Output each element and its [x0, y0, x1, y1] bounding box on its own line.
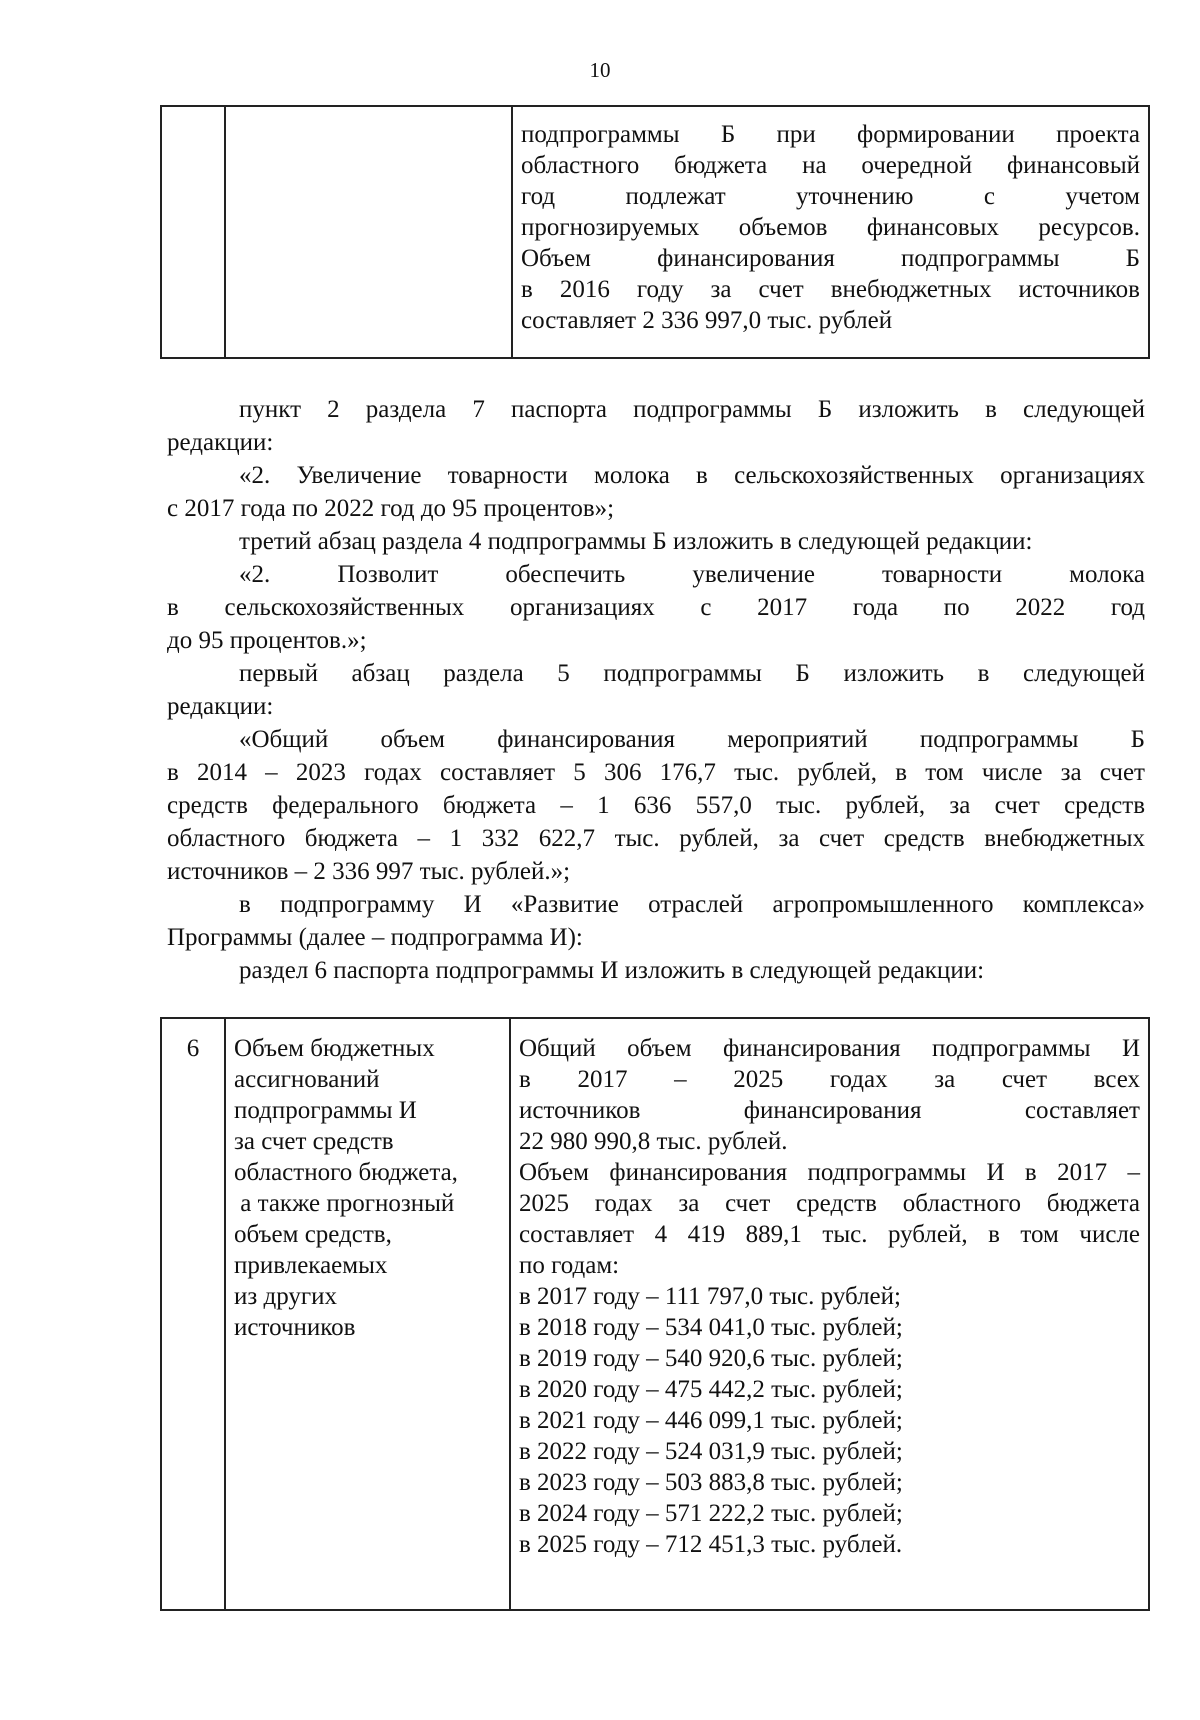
table-cell-content: [510, 1018, 1149, 1610]
page-number: 10: [589, 58, 611, 82]
cell-line: 22 980 990,8 тыс. рублей.: [519, 1128, 788, 1155]
cell-line: за счет средств: [234, 1128, 394, 1155]
cell-line: по годам:: [519, 1252, 620, 1279]
cell-line: источников: [234, 1314, 356, 1341]
year-line: в 2021 году – 446 099,1 тыс. рублей;: [519, 1407, 903, 1434]
cell-line: в 2016 году за счет внебюджетных источников: [521, 276, 1140, 303]
table-row: [161, 1018, 1149, 1610]
year-line: в 2023 году – 503 883,8 тыс. рублей;: [519, 1469, 903, 1496]
cell-line: прогнозируемых объемов финансовых ресурсов.: [521, 214, 1140, 241]
year-line: в 2019 году – 540 920,6 тыс. рублей;: [519, 1345, 903, 1372]
cell-line: областного бюджета,: [234, 1159, 458, 1186]
paragraph: редакции:: [167, 693, 274, 720]
paragraph: областного бюджета – 1 332 622,7 тыс. рублей, за счет средств внебюджетных: [167, 825, 1145, 852]
table-cell-content: [512, 106, 1149, 358]
cell-line: источников финансирования составляет: [519, 1097, 1140, 1124]
cell-line: Объем финансирования подпрограммы И в 2017 –: [519, 1159, 1140, 1186]
top-table: [160, 105, 1150, 359]
cell-line: подпрограммы Б при формировании проекта: [521, 121, 1140, 148]
paragraph: в сельскохозяйственных организациях с 2017 года по 2022 год: [167, 594, 1145, 621]
cell-line: областного бюджета на очередной финансовый: [521, 152, 1140, 179]
paragraph: третий абзац раздела 4 подпрограммы Б изложить в следующей редакции:: [239, 528, 1033, 555]
paragraph: средств федерального бюджета – 1 636 557,0 тыс. рублей, за счет средств: [167, 792, 1145, 819]
cell-line: а также прогнозный: [234, 1190, 455, 1217]
paragraph: с 2017 года по 2022 год до 95 процентов»;: [167, 495, 615, 522]
cell-line: из других: [234, 1283, 338, 1310]
cell-line: Общий объем финансирования подпрограммы И: [519, 1035, 1140, 1062]
cell-line: подпрограммы И: [234, 1097, 417, 1124]
cell-line: составляет 4 419 889,1 тыс. рублей, в том числе: [519, 1221, 1140, 1248]
paragraph: «2. Позволит обеспечить увеличение товарности молока: [239, 561, 1145, 588]
paragraph: первый абзац раздела 5 подпрограммы Б изложить в следующей: [239, 660, 1145, 687]
year-line: в 2024 году – 571 222,2 тыс. рублей;: [519, 1500, 903, 1527]
paragraph: пункт 2 раздела 7 паспорта подпрограммы Б изложить в следующей: [239, 396, 1145, 423]
bottom-table: [160, 1017, 1150, 1611]
table-cell-number: [161, 106, 225, 358]
year-line: в 2025 году – 712 451,3 тыс. рублей.: [519, 1531, 903, 1558]
cell-line: 2025 годах за счет средств областного бюджета: [519, 1190, 1140, 1217]
cell-line: Объем финансирования подпрограммы Б: [521, 245, 1140, 272]
cell-line: составляет 2 336 997,0 тыс. рублей: [521, 307, 893, 334]
paragraph: в подпрограмму И «Развитие отраслей агропромышленного комплекса»: [239, 891, 1145, 918]
body-text: [167, 393, 1145, 987]
table-cell-label: [225, 1018, 510, 1610]
paragraph: источников – 2 336 997 тыс. рублей.»;: [167, 858, 571, 885]
paragraph: редакции:: [167, 429, 274, 456]
table-cell-number: 6: [161, 1018, 225, 1610]
cell-line: Объем бюджетных: [234, 1035, 435, 1062]
paragraph: до 95 процентов.»;: [167, 627, 367, 654]
table-cell-label: [225, 106, 512, 358]
paragraph: Программы (далее – подпрограмма И):: [167, 924, 583, 951]
cell-line: ассигнований: [234, 1066, 380, 1093]
cell-line: привлекаемых: [234, 1252, 388, 1279]
paragraph: «2. Увеличение товарности молока в сельскохозяйственных организациях: [239, 462, 1145, 489]
year-line: в 2022 году – 524 031,9 тыс. рублей;: [519, 1438, 903, 1465]
cell-line: объем средств,: [234, 1221, 392, 1248]
year-line: в 2020 году – 475 442,2 тыс. рублей;: [519, 1376, 903, 1403]
paragraph: «Общий объем финансирования мероприятий подпрограммы Б: [239, 726, 1145, 753]
paragraph: раздел 6 паспорта подпрограммы И изложить в следующей редакции:: [239, 957, 985, 984]
year-line: в 2017 году – 111 797,0 тыс. рублей;: [519, 1283, 901, 1310]
paragraph: в 2014 – 2023 годах составляет 5 306 176,7 тыс. рублей, в том числе за счет: [167, 759, 1145, 786]
cell-line: в 2017 – 2025 годах за счет всех: [519, 1066, 1140, 1093]
cell-line: год подлежат уточнению с учетом: [521, 183, 1140, 210]
year-line: в 2018 году – 534 041,0 тыс. рублей;: [519, 1314, 903, 1341]
table-row: [161, 106, 1149, 358]
